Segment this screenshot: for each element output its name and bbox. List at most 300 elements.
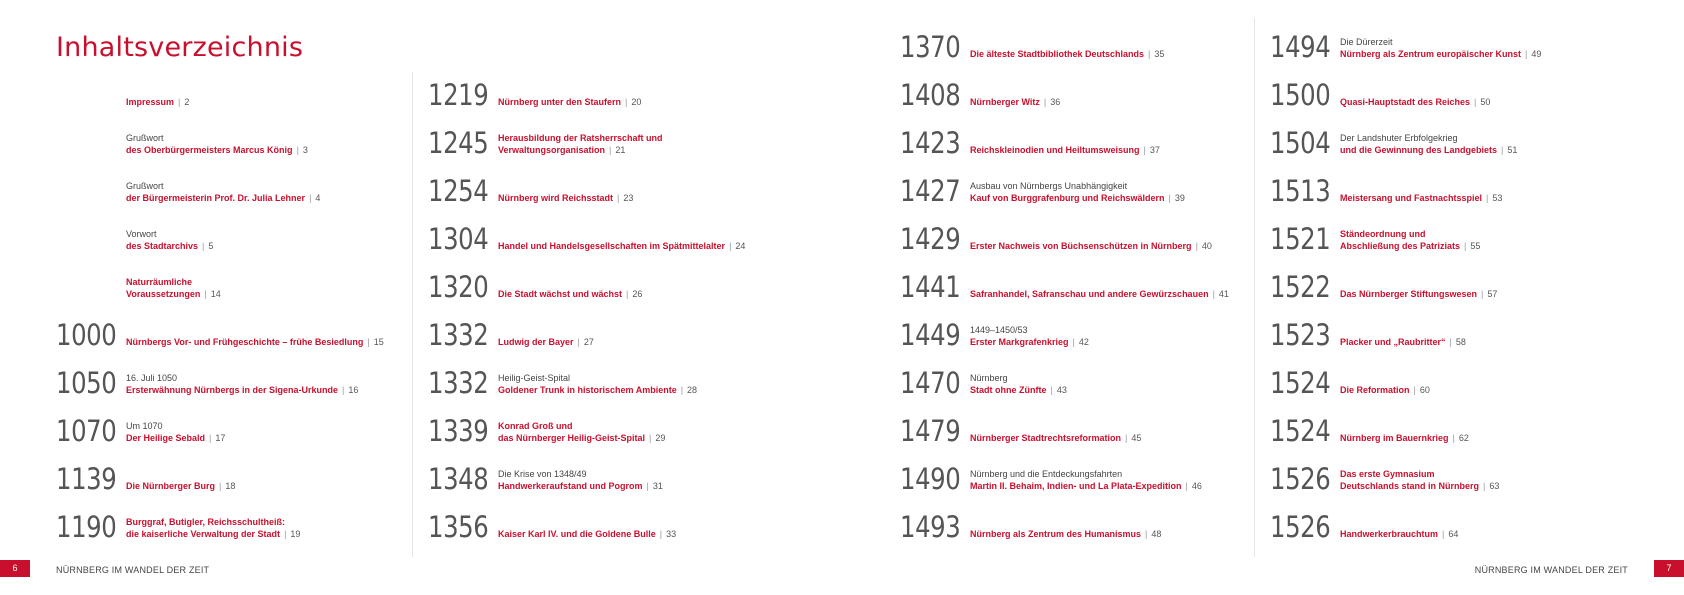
separator-bar: | — [209, 433, 212, 443]
toc-title-line — [1340, 192, 1502, 204]
toc-entry[interactable] — [900, 354, 1250, 398]
separator-bar: | — [1501, 145, 1504, 155]
toc-entry[interactable] — [56, 114, 406, 158]
toc-title-text: Voraussetzungen — [126, 289, 201, 299]
separator-bar: | — [1474, 97, 1477, 107]
toc-page-number: 45 — [1131, 433, 1142, 443]
toc-entry[interactable] — [428, 498, 778, 542]
separator-bar: | — [1148, 49, 1151, 59]
toc-page-number: 26 — [632, 289, 643, 299]
separator-bar: | — [204, 289, 207, 299]
toc-entry[interactable] — [900, 18, 1250, 62]
toc-text — [498, 96, 641, 108]
separator-bar: | — [1486, 193, 1489, 203]
toc-title-line — [498, 192, 633, 204]
toc-entry[interactable] — [428, 450, 778, 494]
toc-page-number: 16 — [348, 385, 359, 395]
toc-title-line — [126, 528, 300, 540]
toc-year: 1332 — [428, 366, 489, 400]
toc-entry[interactable] — [1270, 162, 1620, 206]
toc-entry[interactable] — [900, 306, 1250, 350]
toc-entry[interactable] — [900, 258, 1250, 302]
toc-page-number: 51 — [1507, 145, 1518, 155]
toc-subtitle: Nürnberg und die Entdeckungsfahrten — [970, 469, 1123, 479]
toc-year: 1523 — [1270, 318, 1331, 352]
toc-entry[interactable] — [1270, 66, 1620, 110]
toc-page-number: 4 — [315, 193, 321, 203]
toc-entry[interactable] — [56, 498, 406, 542]
toc-title-text: Nürnberg im Bauernkrieg — [1340, 433, 1449, 443]
toc-year: 1348 — [428, 462, 489, 496]
separator-bar: | — [1145, 529, 1148, 539]
separator-bar: | — [1525, 49, 1528, 59]
toc-entry[interactable] — [428, 162, 778, 206]
toc-text — [126, 132, 308, 156]
toc-subtitle: Der Landshuter Erbfolgekrieg — [1340, 133, 1458, 143]
toc-page-number: 35 — [1154, 49, 1165, 59]
toc-year: 1493 — [900, 510, 961, 544]
separator-bar: | — [729, 241, 732, 251]
toc-subtitle: Vorwort — [126, 229, 157, 239]
toc-year: 1423 — [900, 126, 961, 160]
toc-title-line — [498, 420, 665, 432]
toc-title-text: Burggraf, Butigler, Reichsschultheiß: — [126, 517, 286, 527]
toc-entry[interactable] — [1270, 402, 1620, 446]
toc-year: 1526 — [1270, 510, 1331, 544]
toc-page-number: 24 — [735, 241, 746, 251]
toc-year: 1339 — [428, 414, 489, 448]
toc-title-text: Die Stadt wächst und wächst — [498, 289, 623, 299]
toc-text — [126, 480, 235, 492]
separator-bar: | — [178, 97, 181, 107]
toc-entry[interactable] — [900, 162, 1250, 206]
separator-bar: | — [626, 289, 629, 299]
toc-entry[interactable] — [900, 450, 1250, 494]
toc-title-text: Kauf von Burggrafenburg und Reichswäldern — [970, 193, 1165, 203]
toc-entry[interactable] — [1270, 210, 1620, 254]
toc-title-line — [1340, 528, 1458, 540]
toc-title-line — [1340, 240, 1480, 252]
toc-title-line — [498, 432, 665, 444]
toc-text — [1340, 96, 1490, 108]
toc-title-line — [126, 240, 213, 252]
toc-text — [126, 96, 189, 108]
separator-bar: | — [1442, 529, 1445, 539]
toc-text — [498, 132, 663, 156]
page-title: Inhaltsverzeichnis — [56, 32, 304, 63]
toc-title-text: und die Gewinnung des Landgebiets — [1340, 145, 1498, 155]
toc-text — [1340, 384, 1430, 396]
column-divider — [1254, 18, 1255, 557]
toc-page-number: 31 — [652, 481, 663, 491]
toc-entry[interactable] — [56, 354, 406, 398]
toc-title-text: Kaiser Karl IV. und die Goldene Bulle — [498, 529, 656, 539]
toc-title-text: der Bürgermeisterin Prof. Dr. Julia Lehner — [126, 193, 306, 203]
toc-title-line — [498, 240, 745, 252]
toc-title-text: des Stadtarchivs — [126, 241, 199, 251]
toc-title-line — [1340, 480, 1499, 492]
toc-page-number: 50 — [1480, 97, 1491, 107]
toc-title-text: Safranhandel, Safranschau und andere Gewürzschauen — [970, 289, 1209, 299]
toc-title-text: Konrad Groß und — [498, 421, 573, 431]
toc-year: 1427 — [900, 174, 961, 208]
toc-text — [126, 228, 213, 252]
toc-title-line — [970, 528, 1161, 540]
footer-text-left: NÜRNBERG IM WANDEL DER ZEIT — [56, 565, 210, 575]
toc-text — [498, 192, 633, 204]
toc-page-number: 18 — [225, 481, 236, 491]
separator-bar: | — [577, 337, 580, 347]
toc-year: 1219 — [428, 78, 489, 112]
toc-text — [126, 420, 225, 444]
toc-entry[interactable] — [1270, 450, 1620, 494]
toc-title-line — [126, 516, 300, 528]
toc-page-number: 37 — [1149, 145, 1160, 155]
toc-page-number: 62 — [1458, 433, 1469, 443]
toc-title-line — [498, 96, 641, 108]
toc-page-number: 36 — [1050, 97, 1061, 107]
toc-entry[interactable] — [1270, 306, 1620, 350]
toc-title-text: Nürnberg als Zentrum des Humanismus — [970, 529, 1142, 539]
toc-text — [498, 420, 665, 444]
separator-bar: | — [1449, 337, 1452, 347]
toc-title-text: Erster Nachweis von Büchsenschützen in Nürnberg — [970, 241, 1192, 251]
toc-title-text: Herausbildung der Ratsherrschaft und — [498, 133, 663, 143]
toc-text — [1340, 228, 1480, 252]
toc-title-line — [970, 48, 1164, 60]
toc-year: 1524 — [1270, 414, 1331, 448]
separator-bar: | — [1143, 145, 1146, 155]
separator-bar: | — [219, 481, 222, 491]
toc-title-text: Ludwig der Bayer — [498, 337, 574, 347]
toc-entry[interactable] — [428, 210, 778, 254]
toc-page-number: 49 — [1531, 49, 1542, 59]
toc-page-number: 17 — [215, 433, 226, 443]
toc-subtitle: Um 1070 — [126, 421, 163, 431]
separator-bar: | — [659, 529, 663, 539]
toc-year: 1304 — [428, 222, 489, 256]
toc-text — [1340, 36, 1541, 60]
toc-page-number: 27 — [583, 337, 594, 347]
toc-page-number: 63 — [1489, 481, 1500, 491]
separator-bar: | — [342, 385, 345, 395]
toc-title-line — [126, 336, 384, 348]
toc-text — [126, 516, 300, 540]
toc-subtitle: Nürnberg — [970, 373, 1008, 383]
toc-year: 1356 — [428, 510, 489, 544]
toc-title-text: Abschließung des Patriziats — [1340, 241, 1461, 251]
toc-subtitle: Grußwort — [126, 133, 164, 143]
toc-year: 1190 — [56, 510, 117, 544]
toc-title-text: Ersterwähnung Nürnbergs in der Sigena-Urkunde — [126, 385, 339, 395]
toc-year: 1494 — [1270, 30, 1331, 64]
toc-year: 1441 — [900, 270, 961, 304]
toc-title-text: Verwaltungsorganisation — [498, 145, 606, 155]
toc-title-line — [498, 144, 663, 156]
toc-page-number: 28 — [687, 385, 698, 395]
toc-year: 1479 — [900, 414, 961, 448]
toc-title-line — [1340, 384, 1430, 396]
toc-title-text: Das erste Gymnasium — [1340, 469, 1435, 479]
toc-page-number: 23 — [623, 193, 634, 203]
page-number-left: 6 — [0, 560, 30, 577]
toc-title-text: das Nürnberger Heilig-Geist-Spital — [498, 433, 646, 443]
page-number-right: 7 — [1654, 560, 1684, 577]
toc-title-text: die kaiserliche Verwaltung der Stadt — [126, 529, 281, 539]
toc-text — [970, 432, 1141, 444]
toc-text — [1340, 468, 1499, 492]
toc-text — [126, 276, 221, 300]
toc-title-text: Nürnberg als Zentrum europäischer Kunst — [1340, 49, 1522, 59]
toc-entry[interactable] — [428, 258, 778, 302]
separator-bar: | — [1464, 241, 1467, 251]
toc-title-text: Handwerkerbrauchtum — [1340, 529, 1439, 539]
toc-title-text: Placker und „Raubritter“ — [1340, 337, 1446, 347]
toc-page-number: 46 — [1191, 481, 1202, 491]
toc-page-number: 3 — [302, 145, 308, 155]
toc-subtitle: Heilig-Geist-Spital — [498, 373, 571, 383]
toc-page-number: 48 — [1151, 529, 1162, 539]
separator-bar: | — [1050, 385, 1053, 395]
separator-bar: | — [649, 433, 652, 443]
toc-title-line — [126, 432, 225, 444]
toc-year: 1408 — [900, 78, 961, 112]
toc-entry[interactable] — [56, 450, 406, 494]
toc-year: 1513 — [1270, 174, 1331, 208]
toc-text — [498, 240, 745, 252]
toc-page-number: 19 — [290, 529, 301, 539]
toc-subtitle: 1449–1450/53 — [970, 325, 1028, 335]
toc-page-number: 42 — [1078, 337, 1089, 347]
toc-subtitle: 16. Juli 1050 — [126, 373, 178, 383]
separator-bar: | — [1168, 193, 1171, 203]
toc-text — [970, 240, 1212, 252]
toc-title-line — [970, 144, 1160, 156]
toc-entry[interactable] — [56, 306, 406, 350]
toc-text — [1340, 132, 1517, 156]
toc-title-text: Nürnberg wird Reichsstadt — [498, 193, 614, 203]
toc-title-text: Die Nürnberger Burg — [126, 481, 216, 491]
toc-year: 1521 — [1270, 222, 1331, 256]
toc-page-number: 57 — [1487, 289, 1498, 299]
toc-year: 1526 — [1270, 462, 1331, 496]
toc-entry[interactable] — [428, 66, 778, 110]
toc-entry[interactable] — [1270, 258, 1620, 302]
toc-title-line — [970, 96, 1060, 108]
toc-year: 1139 — [56, 462, 117, 496]
toc-year: 1320 — [428, 270, 489, 304]
toc-subtitle: Die Dürerzeit — [1340, 37, 1393, 47]
toc-title-line — [498, 132, 663, 144]
toc-year: 1000 — [56, 318, 117, 352]
toc-title-line — [1340, 432, 1469, 444]
separator-bar: | — [646, 481, 649, 491]
toc-title-text: Martin II. Behaim, Indien- und La Plata-Expedition — [970, 481, 1182, 491]
toc-year: 1470 — [900, 366, 961, 400]
separator-bar: | — [309, 193, 312, 203]
toc-text — [970, 48, 1164, 60]
toc-title-line — [126, 192, 320, 204]
toc-entry[interactable] — [900, 66, 1250, 110]
toc-text — [970, 288, 1229, 300]
toc-year: 1332 — [428, 318, 489, 352]
toc-text — [126, 336, 384, 348]
toc-subtitle: Ausbau von Nürnbergs Unabhängigkeit — [970, 181, 1128, 191]
footer-text-right: NÜRNBERG IM WANDEL DER ZEIT — [1474, 565, 1628, 575]
toc-title-line — [1340, 144, 1517, 156]
toc-title-line — [1340, 336, 1466, 348]
toc-page-number: 5 — [208, 241, 214, 251]
toc-text — [498, 336, 594, 348]
toc-year: 1429 — [900, 222, 961, 256]
separator-bar: | — [1195, 241, 1198, 251]
separator-bar: | — [284, 529, 287, 539]
toc-year: 1370 — [900, 30, 961, 64]
toc-title-text: Nürnberger Witz — [970, 97, 1040, 107]
separator-bar: | — [1481, 289, 1484, 299]
toc-entry[interactable] — [56, 210, 406, 254]
toc-title-text: Die Reformation — [1340, 385, 1410, 395]
toc-title-line — [1340, 228, 1480, 240]
toc-page-number: 64 — [1448, 529, 1459, 539]
toc-title-line — [970, 432, 1141, 444]
toc-title-line — [126, 384, 358, 396]
toc-page-number: 33 — [666, 529, 677, 539]
toc-text — [970, 96, 1060, 108]
toc-entry[interactable] — [428, 402, 778, 446]
toc-title-line — [126, 480, 235, 492]
toc-entry[interactable] — [1270, 18, 1620, 62]
toc-page-number: 43 — [1056, 385, 1067, 395]
toc-entry[interactable] — [428, 114, 778, 158]
toc-entry[interactable] — [428, 354, 778, 398]
toc-subtitle: Grußwort — [126, 181, 164, 191]
toc-text — [1340, 288, 1497, 300]
toc-text — [498, 288, 642, 300]
toc-text — [970, 180, 1185, 204]
toc-title-text: Erster Markgrafenkrieg — [970, 337, 1069, 347]
toc-year: 1449 — [900, 318, 961, 352]
toc-text — [126, 180, 320, 204]
toc-year: 1254 — [428, 174, 489, 208]
toc-page-number: 39 — [1174, 193, 1185, 203]
toc-page-number: 14 — [210, 289, 221, 299]
toc-text — [498, 468, 663, 492]
toc-title-line — [498, 288, 642, 300]
toc-title-text: Der Heilige Sebald — [126, 433, 206, 443]
toc-entry[interactable] — [56, 66, 406, 110]
toc-year: 1070 — [56, 414, 117, 448]
toc-text — [970, 528, 1161, 540]
toc-page-number: 2 — [184, 97, 190, 107]
toc-page-number: 21 — [615, 145, 626, 155]
toc-title-line — [970, 192, 1185, 204]
toc-title-text: Quasi-Hauptstadt des Reiches — [1340, 97, 1471, 107]
toc-year: 1490 — [900, 462, 961, 496]
toc-entry[interactable] — [1270, 498, 1620, 542]
toc-title-text: Reichskleinodien und Heiltumsweisung — [970, 145, 1140, 155]
toc-title-text: Die älteste Stadtbibliothek Deutschlands — [970, 49, 1145, 59]
toc-entry[interactable] — [900, 210, 1250, 254]
toc-page-number: 15 — [373, 337, 384, 347]
toc-entry[interactable] — [56, 258, 406, 302]
toc-title-text: Ständeordnung und — [1340, 229, 1426, 239]
toc-title-line — [126, 144, 308, 156]
toc-title-line — [126, 276, 221, 288]
toc-title-text: Goldener Trunk in historischem Ambiente — [498, 385, 677, 395]
separator-bar: | — [617, 193, 620, 203]
toc-year: 1050 — [56, 366, 117, 400]
toc-entry[interactable] — [900, 402, 1250, 446]
column-divider — [412, 72, 413, 557]
toc-year: 1504 — [1270, 126, 1331, 160]
toc-text — [498, 528, 676, 540]
toc-entry[interactable] — [1270, 114, 1620, 158]
toc-text — [126, 372, 358, 396]
toc-text — [970, 324, 1089, 348]
toc-title-line — [1340, 288, 1497, 300]
toc-subtitle: Die Krise von 1348/49 — [498, 469, 587, 479]
toc-entry[interactable] — [428, 306, 778, 350]
toc-text — [970, 144, 1160, 156]
toc-title-line — [498, 480, 663, 492]
toc-entry[interactable] — [900, 114, 1250, 158]
toc-title-line — [498, 528, 676, 540]
toc-text — [970, 468, 1202, 492]
separator-bar: | — [609, 145, 612, 155]
separator-bar: | — [1212, 289, 1215, 299]
separator-bar: | — [296, 145, 299, 155]
toc-page-number: 55 — [1470, 241, 1481, 251]
toc-year: 1524 — [1270, 366, 1331, 400]
separator-bar: | — [1413, 385, 1416, 395]
toc-year: 1522 — [1270, 270, 1331, 304]
separator-bar: | — [1452, 433, 1455, 443]
toc-year: 1500 — [1270, 78, 1331, 112]
separator-bar: | — [1185, 481, 1188, 491]
toc-entry[interactable] — [56, 162, 406, 206]
toc-title-line — [970, 240, 1212, 252]
toc-title-text: Das Nürnberger Stiftungswesen — [1340, 289, 1478, 299]
separator-bar: | — [1125, 433, 1128, 443]
separator-bar: | — [367, 337, 370, 347]
separator-bar: | — [680, 385, 684, 395]
toc-text — [1340, 336, 1466, 348]
toc-entry[interactable] — [900, 498, 1250, 542]
toc-title-line — [1340, 48, 1541, 60]
separator-bar: | — [202, 241, 205, 251]
toc-title-line — [1340, 96, 1490, 108]
toc-page-number: 40 — [1201, 241, 1212, 251]
toc-text — [498, 372, 697, 396]
toc-title-line — [498, 384, 697, 396]
toc-text — [1340, 432, 1469, 444]
toc-title-text: Handwerkeraufstand und Pogrom — [498, 481, 643, 491]
toc-entry[interactable] — [56, 402, 406, 446]
separator-bar: | — [1483, 481, 1486, 491]
toc-title-text: Naturräumliche — [126, 277, 193, 287]
toc-title-text: Nürnberger Stadtrechtsreformation — [970, 433, 1122, 443]
toc-entry[interactable] — [1270, 354, 1620, 398]
toc-page-number: 41 — [1218, 289, 1229, 299]
toc-year: 1245 — [428, 126, 489, 160]
toc-title-text: Nürnbergs Vor- und Frühgeschichte – frühe Besiedlung — [126, 337, 364, 347]
toc-title-line — [126, 288, 221, 300]
toc-title-line — [1340, 468, 1499, 480]
toc-text — [1340, 192, 1502, 204]
toc-title-text: Nürnberg unter den Staufern — [498, 97, 622, 107]
toc-text — [970, 372, 1067, 396]
